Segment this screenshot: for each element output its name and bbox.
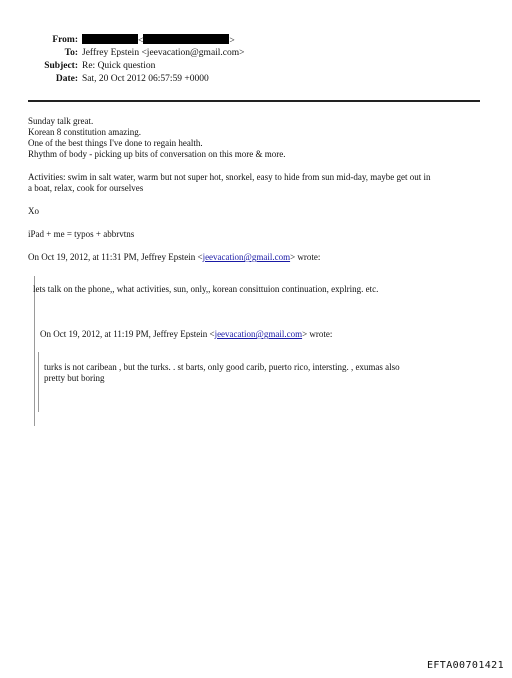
to-label: To: [64,48,78,58]
signoff-text: Xo [28,206,39,216]
quote2-intro-line [40,329,496,340]
quote1-intro [28,252,484,263]
date-value: Sat, 20 Oct 2012 06:57:59 +0000 [82,74,209,84]
quote2-text [44,362,474,384]
quote2-email-link[interactable]: jeevacation@gmail.com [214,329,303,339]
quote2-intro-post: > wrote: [302,329,333,339]
from-lt: < [138,36,144,46]
redaction-block [143,34,229,44]
quote1-text-line: lets talk on the phone,, what activities, sun, only,, korean consittuion continuation, explring. etc. [33,284,379,294]
quote2-text-line: turks is not caribean , but the turks. . st barts, only good carib, puerto rico, intersting. , exumas also [44,362,400,372]
date-label: Date: [55,74,78,84]
ipad-signature-text: iPad + me = typos + abbrvtns [28,229,135,239]
from-value [82,34,235,47]
quote2-intro [40,329,496,340]
quote1-intro-pre: On Oct 19, 2012, at 11:31 PM, Jeffrey Epstein < [28,252,203,262]
quote1-intro-post: > wrote: [290,252,321,262]
message-body [28,116,484,160]
message-line: Sunday talk great. [28,116,94,126]
quote1-intro-line [28,252,484,263]
subject-label: Subject: [44,61,78,71]
redaction-block [82,34,138,44]
ipad-signature [28,229,484,240]
signoff [28,206,484,217]
activities-line: a boat, relax, cook for ourselves [28,183,144,193]
subject-value: Re: Quick question [82,61,156,71]
quote2-intro-pre: On Oct 19, 2012, at 11:19 PM, Jeffrey Epstein < [40,329,215,339]
message-line: Rhythm of body - picking up bits of conversation on this more & more. [28,149,286,159]
to-value: Jeffrey Epstein <jeevacation@gmail.com> [82,48,245,58]
message-line: Korean 8 constitution amazing. [28,127,141,137]
header-divider [28,100,480,102]
quote1-email-link[interactable]: jeevacation@gmail.com [202,252,291,262]
message-line: One of the best things I've done to regain health. [28,138,203,148]
from-gt: > [229,36,235,46]
from-label: From: [52,35,78,45]
activities-paragraph [28,172,484,194]
quote2-text-line: pretty but boring [44,373,105,383]
bates-number: EFTA00701421 [426,660,504,671]
quote1-text [33,284,489,295]
activities-line: Activities: swim in salt water, warm but not super hot, snorkel, easy to hide from sun mid-day, maybe get out in [28,172,431,182]
